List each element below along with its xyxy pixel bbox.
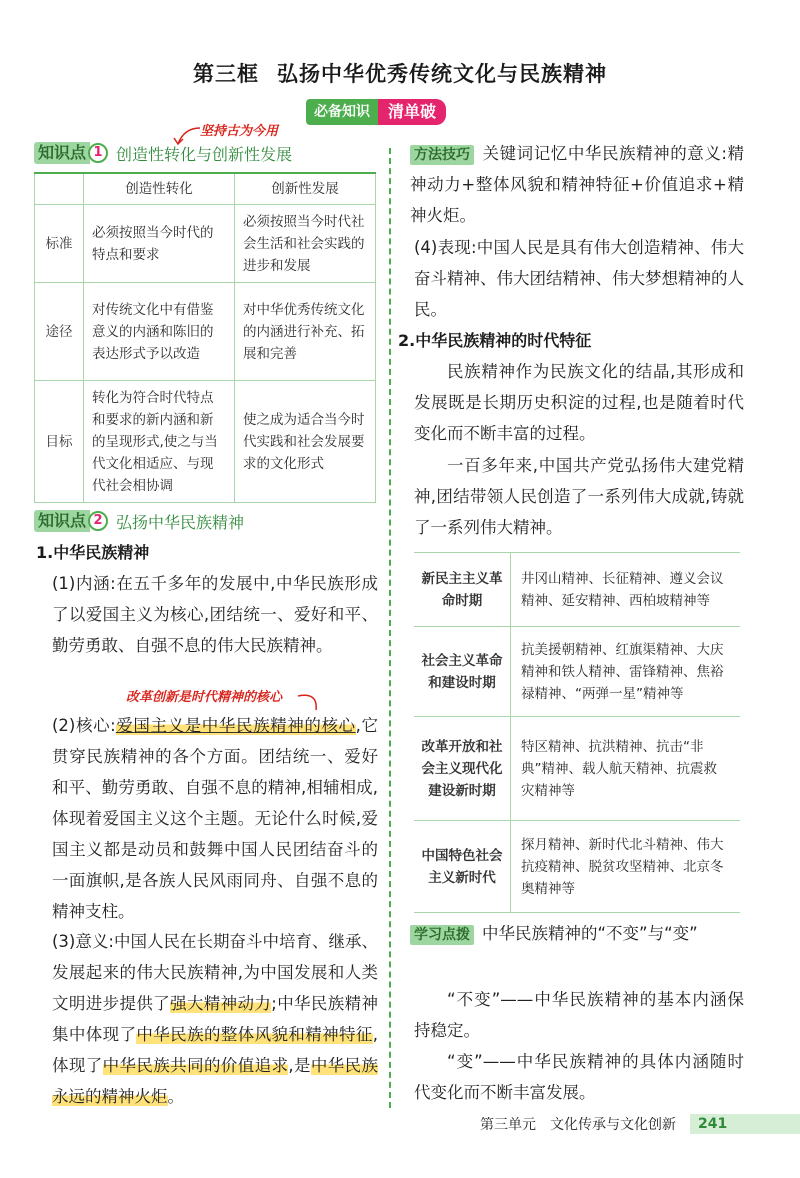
kp1-tag: 知识点 — [34, 142, 90, 164]
core-text: ,它贯穿民族精神的各个方面。团结统一、爱好和平、勤劳勇敢、自强不息的精神,相辅相成,体现着爱国主义这个主题。无论什么时候,爱国主义都是动员和鼓舞中国人民团结奋斗的一面旗帜,是各族人民风雨同舟、自强不息的精神支柱。 — [52, 716, 378, 921]
table-cell: 必须按照当今时代社会生活和社会实践的进步和发展 — [235, 205, 376, 283]
footer-unit-name: 文化传承与文化创新 — [550, 1117, 676, 1133]
study-title: 中华民族精神的“不变”与“变” — [482, 924, 698, 943]
highlight-torch: 中华民族永远的精神火炬 — [52, 1056, 379, 1106]
table-row — [414, 821, 740, 913]
significance-text-e: 。 — [167, 1087, 184, 1106]
paragraph-era-1: 民族精神作为民族文化的结晶,其形成和发展既是长期历史积淀的过程,也是随着时代变化而不断丰富的过程。 — [414, 362, 744, 443]
table-cell: 对中华优秀传统文化的内涵进行补充、拓展和完善 — [235, 283, 376, 381]
study-tip — [410, 918, 744, 949]
table-row — [414, 717, 740, 821]
kp2-tag: 知识点 — [34, 510, 90, 532]
kp2-number: 2 — [88, 511, 108, 531]
knowledge-point-2-header — [34, 510, 244, 532]
knowledge-point-1-header — [34, 142, 292, 164]
section-heading-1: 1.中华民族精神 — [36, 543, 150, 562]
table-row — [35, 381, 376, 503]
section-badge — [306, 99, 446, 125]
section-heading-2: 2.中华民族精神的时代特征 — [398, 331, 592, 350]
period-label: 改革开放和社会主义现代化建设新时期 — [414, 717, 511, 821]
paragraph-unchanged: “不变”——中华民族精神的基本内涵保持稳定。 — [414, 990, 744, 1040]
period-label: 新民主主义革命时期 — [414, 553, 511, 627]
table-cell: 必须按照当今时代的特点和要求 — [84, 205, 235, 283]
paragraph-manifestation: (4)表现:中国人民是具有伟大创造精神、伟大奋斗精神、伟大团结精神、伟大梦想精神的人民。 — [414, 238, 744, 319]
highlight-spirit: 中华民族的整体风貌和精神特征 — [136, 1025, 373, 1044]
paragraph-changed: “变”——中华民族精神的具体内涵随时代变化而不断丰富发展。 — [414, 1052, 744, 1102]
period-spirits: 探月精神、新时代北斗精神、伟大抗疫精神、脱贫攻坚精神、北京冬奥精神等 — [511, 821, 741, 913]
table-row — [35, 205, 376, 283]
significance-text-d: ,是 — [288, 1056, 311, 1075]
badge-right-label: 清单破 — [378, 99, 446, 125]
table-header-col2: 创新性发展 — [235, 173, 376, 205]
row-label: 目标 — [35, 381, 84, 503]
column-divider — [389, 148, 391, 1108]
table-header-col1: 创造性转化 — [84, 173, 235, 205]
period-spirits: 抗美援朝精神、红旗渠精神、大庆精神和铁人精神、雷锋精神、焦裕禄精神、“两弹一星”精神等 — [511, 627, 741, 717]
handwritten-note-top: 坚持古为今用 — [200, 124, 279, 139]
period-label: 社会主义革命和建设时期 — [414, 627, 511, 717]
paragraph-era-2: 一百多年来,中国共产党弘扬伟大建党精神,团结带领人民创造了一系列伟大成就,铸就了一系列伟大精神。 — [414, 456, 744, 537]
table-cell: 对传统文化中有借鉴意义的内涵和陈旧的表达形式予以改造 — [84, 283, 235, 381]
footer-unit: 第三单元 — [480, 1117, 536, 1133]
title-frame-label: 第三框 — [193, 62, 259, 86]
study-tag: 学习点拨 — [410, 925, 474, 945]
significance-text-b: ;中华民族精神集中体现了 — [52, 994, 379, 1044]
table-cell: 转化为符合时代特点和要求的新内涵和新的呈现形式,使之与当代文化相适应、与现代社会相协调 — [84, 381, 235, 503]
kp1-number: 1 — [88, 143, 108, 163]
paragraph-significance — [52, 926, 378, 1112]
kp1-title: 创造性转化与创新性发展 — [116, 144, 293, 164]
significance-text-a: (3)意义:中国人民在长期奋斗中培育、继承、发展起来的伟大民族精神,为中国发展和人类文明进步提供了 — [52, 932, 378, 1013]
table-header-row — [35, 173, 376, 205]
kp2-title: 弘扬中华民族精神 — [116, 512, 245, 532]
core-label: (2)核心: — [52, 716, 116, 735]
highlight-core: 爱国主义是中华民族精神的核心 — [115, 716, 356, 735]
table-row — [414, 553, 740, 627]
paragraph-core — [52, 710, 378, 927]
title-text: 弘扬中华优秀传统文化与民族精神 — [277, 62, 607, 86]
row-label: 标准 — [35, 205, 84, 283]
table-row — [414, 627, 740, 717]
highlight-power: 强大精神动力 — [170, 994, 272, 1013]
page-title — [0, 58, 800, 88]
transformation-table — [34, 172, 376, 503]
page-number: 241 — [690, 1114, 735, 1134]
significance-text-c: ,体现了 — [52, 1025, 379, 1075]
row-label: 途径 — [35, 283, 84, 381]
badge-left-label: 必备知识 — [306, 99, 378, 125]
table-header-empty — [35, 173, 84, 205]
highlight-values: 中华民族共同的价值追求 — [102, 1056, 289, 1075]
method-text: 关键词记忆中华民族精神的意义:精神动力+整体风貌和精神特征+价值追求+精神火炬。 — [410, 144, 744, 225]
table-row — [35, 283, 376, 381]
period-spirits: 特区精神、抗洪精神、抗击“非典”精神、载人航天精神、抗震救灾精神等 — [511, 717, 741, 821]
method-tag: 方法技巧 — [410, 145, 474, 165]
method-tip — [410, 138, 744, 231]
table-cell: 使之成为适合当今时代实践和社会发展要求的文化形式 — [235, 381, 376, 503]
period-spirits: 井冈山精神、长征精神、遵义会议精神、延安精神、西柏坡精神等 — [511, 553, 741, 627]
period-label: 中国特色社会主义新时代 — [414, 821, 511, 913]
spirit-periods-table — [414, 552, 740, 913]
paragraph-connotation: (1)内涵:在五千多年的发展中,中华民族形成了以爱国主义为核心,团结统一、爱好和平、勤劳勇敢、自强不息的伟大民族精神。 — [52, 574, 378, 655]
handwritten-note-mid: 改革创新是时代精神的核心 — [126, 690, 283, 705]
page-footer — [480, 1114, 735, 1134]
